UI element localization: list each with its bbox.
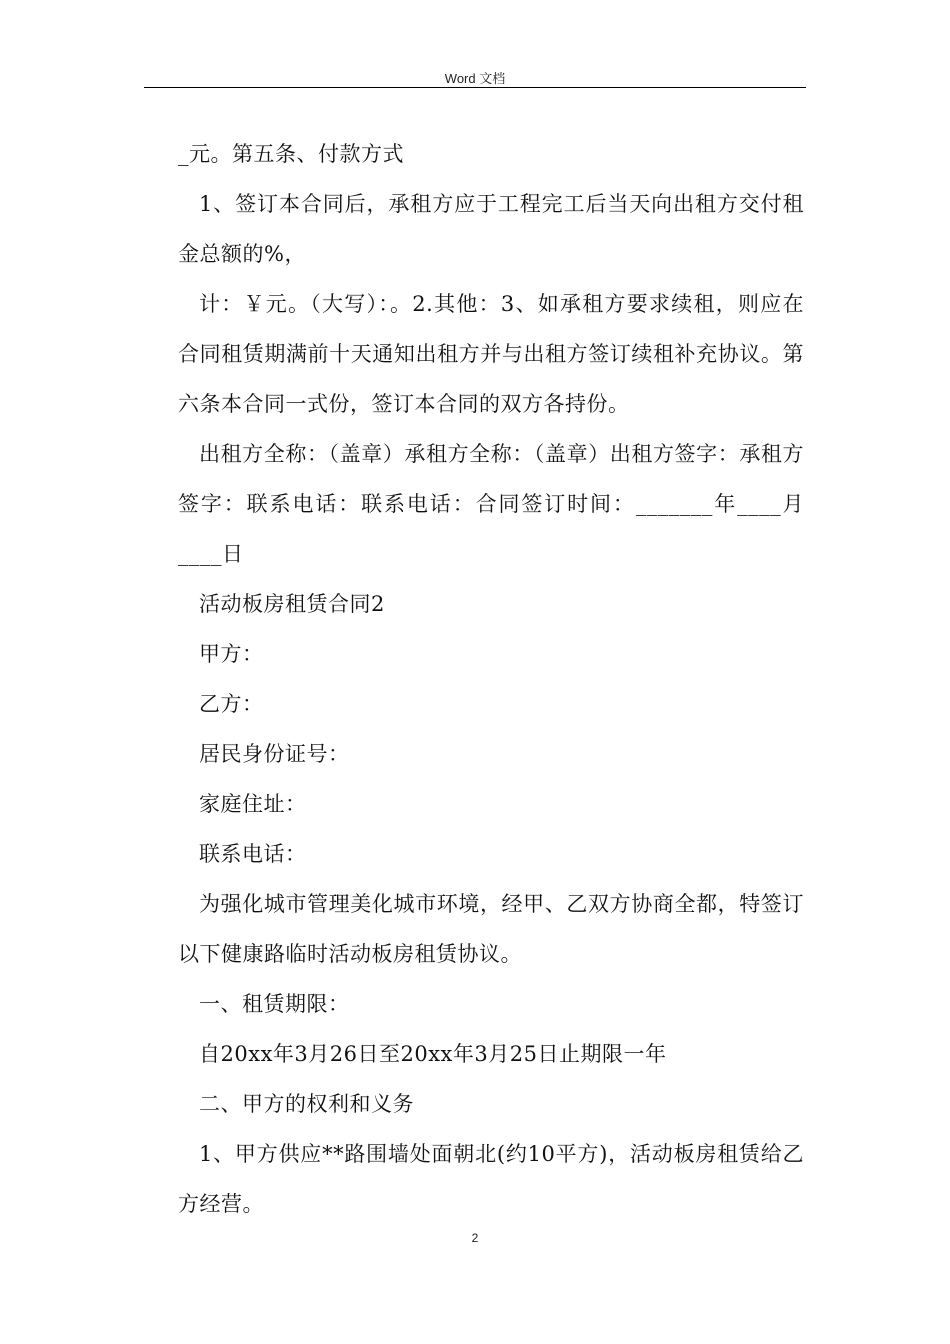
paragraph-11: 为强化城市管理美化城市环境，经甲、乙双方协商全都，特签订以下健康路临时活动板房租赁协议。 xyxy=(178,892,804,966)
paragraph-1: _元。第五条、付款方式 xyxy=(178,142,404,166)
paragraph-9: 家庭住址： xyxy=(199,792,307,816)
paragraph-10: 联系电话： xyxy=(199,842,307,866)
paragraph-4: 出租方全称：（盖章）承租方全称：（盖章）出租方签字：承租方签字：联系电话：联系电话：合同签订时间：_______年____月____日 xyxy=(178,442,804,566)
header-divider xyxy=(144,87,806,88)
paragraph-8: 居民身份证号： xyxy=(199,742,350,766)
paragraph-13: 自20xx年3月26日至20xx年3月25日止期限一年 xyxy=(199,1042,667,1066)
paragraph-12: 一、租赁期限： xyxy=(199,992,350,1016)
paragraph-2: 1、签订本合同后，承租方应于工程完工后当天向出租方交付租金总额的%， xyxy=(178,192,804,266)
page-number: 2 xyxy=(471,1231,479,1245)
paragraph-15: 1、甲方供应**路围墙处面朝北(约10平方)，活动板房租赁给乙方经营。 xyxy=(178,1142,804,1216)
page-header-title: Word 文档 xyxy=(444,71,506,86)
document-body xyxy=(178,129,804,1229)
paragraph-3: 计：￥元。（大写）：。2.其他：3、如承租方要求续租，则应在合同租赁期满前十天通知出租方并与出租方签订续租补充协议。第六条本合同一式份，签订本合同的双方各持份。 xyxy=(178,292,804,416)
paragraph-14: 二、甲方的权利和义务 xyxy=(199,1092,414,1116)
paragraph-6: 甲方： xyxy=(199,642,264,666)
paragraph-5: 活动板房租赁合同2 xyxy=(199,592,385,616)
paragraph-7: 乙方： xyxy=(199,692,264,716)
